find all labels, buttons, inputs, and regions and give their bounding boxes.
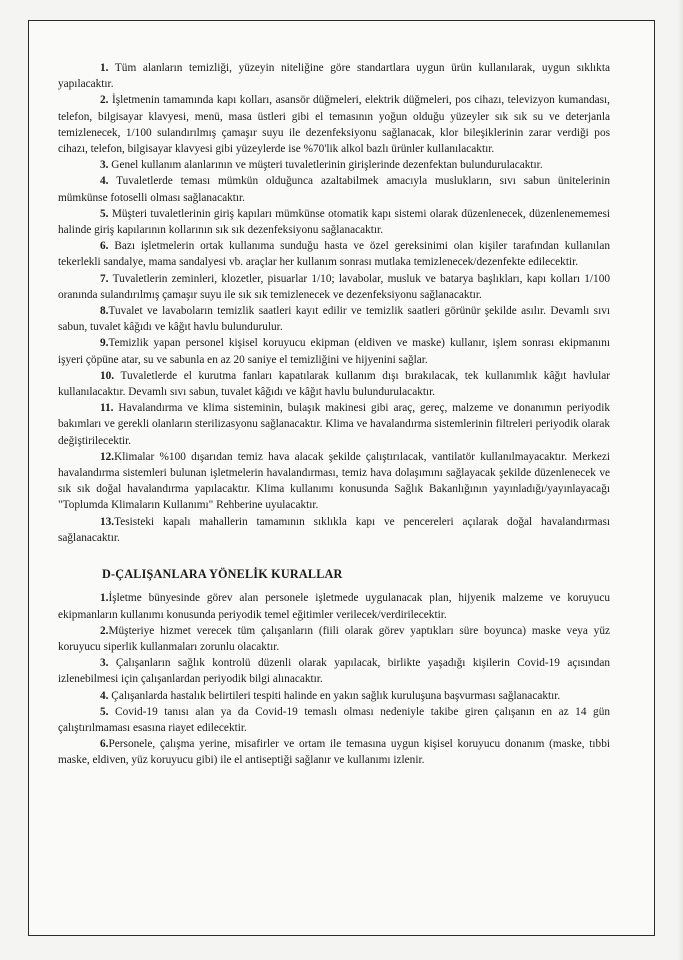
rule-text: Müşteri tuvaletlerinin giriş kapıları mümkünse otomatik kapı sistemi olarak düzenlenecek, düzenlenememesi halinde giriş kapılarının kollarının sık sık dezenfeksiyonu sağlanacaktır. (58, 207, 610, 237)
rule-paragraph (58, 514, 610, 546)
rule-number: 8. (100, 305, 109, 318)
rule-text: Genel kullanım alanlarının ve müşteri tuvaletlerinin girişlerinde dezenfektan bulundurulacaktır. (108, 159, 543, 172)
rule-paragraph (58, 60, 610, 92)
rule-number: 2. (100, 94, 109, 107)
rule-paragraph (58, 335, 610, 367)
rule-paragraph (58, 92, 610, 157)
rule-paragraph (58, 623, 610, 655)
rule-text: Personele, çalışma yerine, misafirler ve ortam ile temasına uygun kişisel koruyucu donanım (maske, tıbbi maske, eldiven, yüz koruyucu gibi) ile el antiseptiği sağlanır ve kullanımı izlenir. (58, 738, 610, 767)
rule-number: 7. (100, 272, 109, 285)
rule-number: 6. (100, 738, 109, 751)
rule-number: 4. (100, 175, 109, 188)
rule-text: Tuvaletlerin zeminleri, klozetler, pisuarlar 1/10; lavabolar, musluk ve batarya başlıkları, kapı kolları 1/100 oranında sulandırılmış çamaşır suyu ile sık sık temizlenecek ve dezenfeksiyonu sağlanacaktır. (58, 272, 610, 301)
rule-number: 3. (100, 159, 109, 172)
rule-number: 11. (100, 402, 114, 415)
rule-number: 10. (100, 369, 115, 382)
rule-text: Tesisteki kapalı mahallerin tamamının sıklıkla kapı ve pencereleri açılarak doğal havalandırması sağlanacaktır. (58, 515, 610, 544)
rule-paragraph (58, 206, 610, 238)
rule-text: Tuvaletlerde teması mümkün olduğunca azaltabilmek amacıyla muslukların, sıvı sabun ünitelerinin mümkünse fotoselli olması sağlanacaktır. (58, 175, 610, 204)
rule-text: Çalışanlarda hastalık belirtileri tespiti halinde en yakın sağlık kuruluşuna başvurması sağlanacaktır. (108, 689, 561, 702)
rule-number: 2. (100, 624, 109, 637)
rule-number: 1. (100, 62, 109, 74)
rule-text: Tuvaletlerde el kurutma fanları kapatılarak kullanım dışı bırakılacak, tek kullanımlık kâğıt havlular kullanılacaktır. Devamlı sıvı sabun, tuvalet kâğıdı ve kâğıt havlu bulundurulacaktır. (58, 369, 610, 399)
rule-text: Covid-19 tanısı alan ya da Covid-19 temaslı olması nedeniyle takibe giren çalışanın en az 14 gün çalıştırılmaması esasına riayet edilecektir. (58, 705, 610, 734)
section-d-list (58, 590, 610, 768)
rule-number: 5. (100, 207, 109, 220)
rule-text: Çalışanların sağlık kontrolü düzenli olarak yapılacak, birlikte yaşadığı kişilerin Covid-19 açısından izlenebilmesi için çalışanlardan periyodik bilgi alınacaktır. (58, 657, 610, 686)
rule-text: Tüm alanların temizliği, yüzeyin niteliğine göre standartlara uygun ürün kullanılarak, uygun sıklıkta yapılacaktır. (58, 62, 610, 91)
rule-paragraph (58, 704, 610, 736)
rule-paragraph (58, 368, 610, 400)
rule-text: Havalandırma ve klima sisteminin, bulaşık makinesi gibi araç, gereç, malzeme ve donanımın periyodik bakımları ve gerekli olanların sterilizasyonu sağlanacaktır. Klima ve havalandırma sistemlerinin filtreleri periyodik olarak değiştirilecektir. (58, 402, 610, 447)
rule-text: Temizlik yapan personel kişisel koruyucu ekipman (eldiven ve maske) kullanır, işlem sonrası ekipmanını işyeri çöpüne atar, su ve sabunla en az 20 saniye el temizliğini ve hijyenini sağlar. (58, 337, 610, 366)
rule-number: 5. (100, 705, 109, 718)
rule-text: İşletme bünyesinde görev alan personele işletmede uygulanacak plan, hijyenik malzeme ve koruyucu ekipmanların kullanımı konusunda periyodik temel eğitimler verilecek/verdirilecektir. (58, 592, 610, 621)
rule-number: 13. (100, 515, 115, 528)
rule-paragraph (58, 655, 610, 687)
rule-paragraph (58, 157, 610, 173)
rule-paragraph (58, 303, 610, 335)
rule-text: Bazı işletmelerin ortak kullanıma sunduğu hasta ve özel gereksinimi olan kişiler tarafından kullanılan tekerlekli sandalye, mama sandalyesi vb. araçlar her kullanım sonrası mutlaka temizlenecek/dezenfekte edilecektir. (58, 240, 610, 269)
rule-number: 6. (100, 240, 109, 253)
rule-paragraph (58, 590, 610, 622)
rule-paragraph (58, 271, 610, 303)
rule-text: Klimalar %100 dışarıdan temiz hava alacak şekilde çalıştırılacak, vantilatör kullanılmayacaktır. Merkezi havalandırma sistemleri bulunan işletmelerin havalandırması, temiz hava dolaşımını sağlayacak şekilde düzenlenecek ve sık sık doğal havalandırma yapılacaktır. Klima kullanımı konusunda Sağlık Bakanlığının yayınladığı/yayınlayacağı "Toplumda Klimaların Kullanımı" Rehberine uyulacaktır. (58, 450, 610, 512)
rule-paragraph (58, 173, 610, 205)
rule-number: 12. (100, 450, 115, 463)
rule-number: 1. (100, 592, 109, 605)
rule-text: Tuvalet ve lavaboların temizlik saatleri kayıt edilir ve temizlik saatleri görünür şekilde asılır. Devamlı sıvı sabun, tuvalet kâğıdı ve kâğıt havlu bulundurulur. (58, 305, 610, 334)
rule-text: Müşteriye hizmet verecek tüm çalışanların (fiili olarak görev yaptıkları süre boyunca) maske veya yüz koruyucu siperlik kullanmaları zorunlu olacaktır. (58, 624, 610, 653)
rule-number: 3. (100, 657, 109, 670)
rule-paragraph (58, 238, 610, 270)
section-d-heading: D-ÇALIŞANLARA YÖNELİK KURALLAR (102, 567, 343, 582)
rule-number: 4. (100, 689, 109, 702)
section-c-list (58, 60, 610, 546)
rule-number: 9. (100, 337, 109, 350)
rule-paragraph (58, 400, 610, 449)
rule-paragraph (58, 449, 610, 514)
rule-text: İşletmenin tamamında kapı kolları, asansör düğmeleri, elektrik düğmeleri, pos cihazı, televizyon kumandası, telefon, bilgisayar klavyesi, menü, masa üstleri gibi el temasının yoğun olduğu yüzeyler sık sık su ve deterjanla temizlenecek, 1/100 sulandırılmış çamaşır suyu ile dezenfeksiyonu sağlanacak, klor bileşiklerinin zarar verdiği pos cihazı, telefon, bilgisayar klavyesi gibi yüzeylerde ise %70'lik alkol bazlı ürünler kullanılacaktır. (58, 94, 610, 156)
rule-paragraph (58, 736, 610, 768)
rule-paragraph (58, 688, 610, 704)
document-body (58, 60, 610, 769)
page-edge (677, 0, 683, 960)
